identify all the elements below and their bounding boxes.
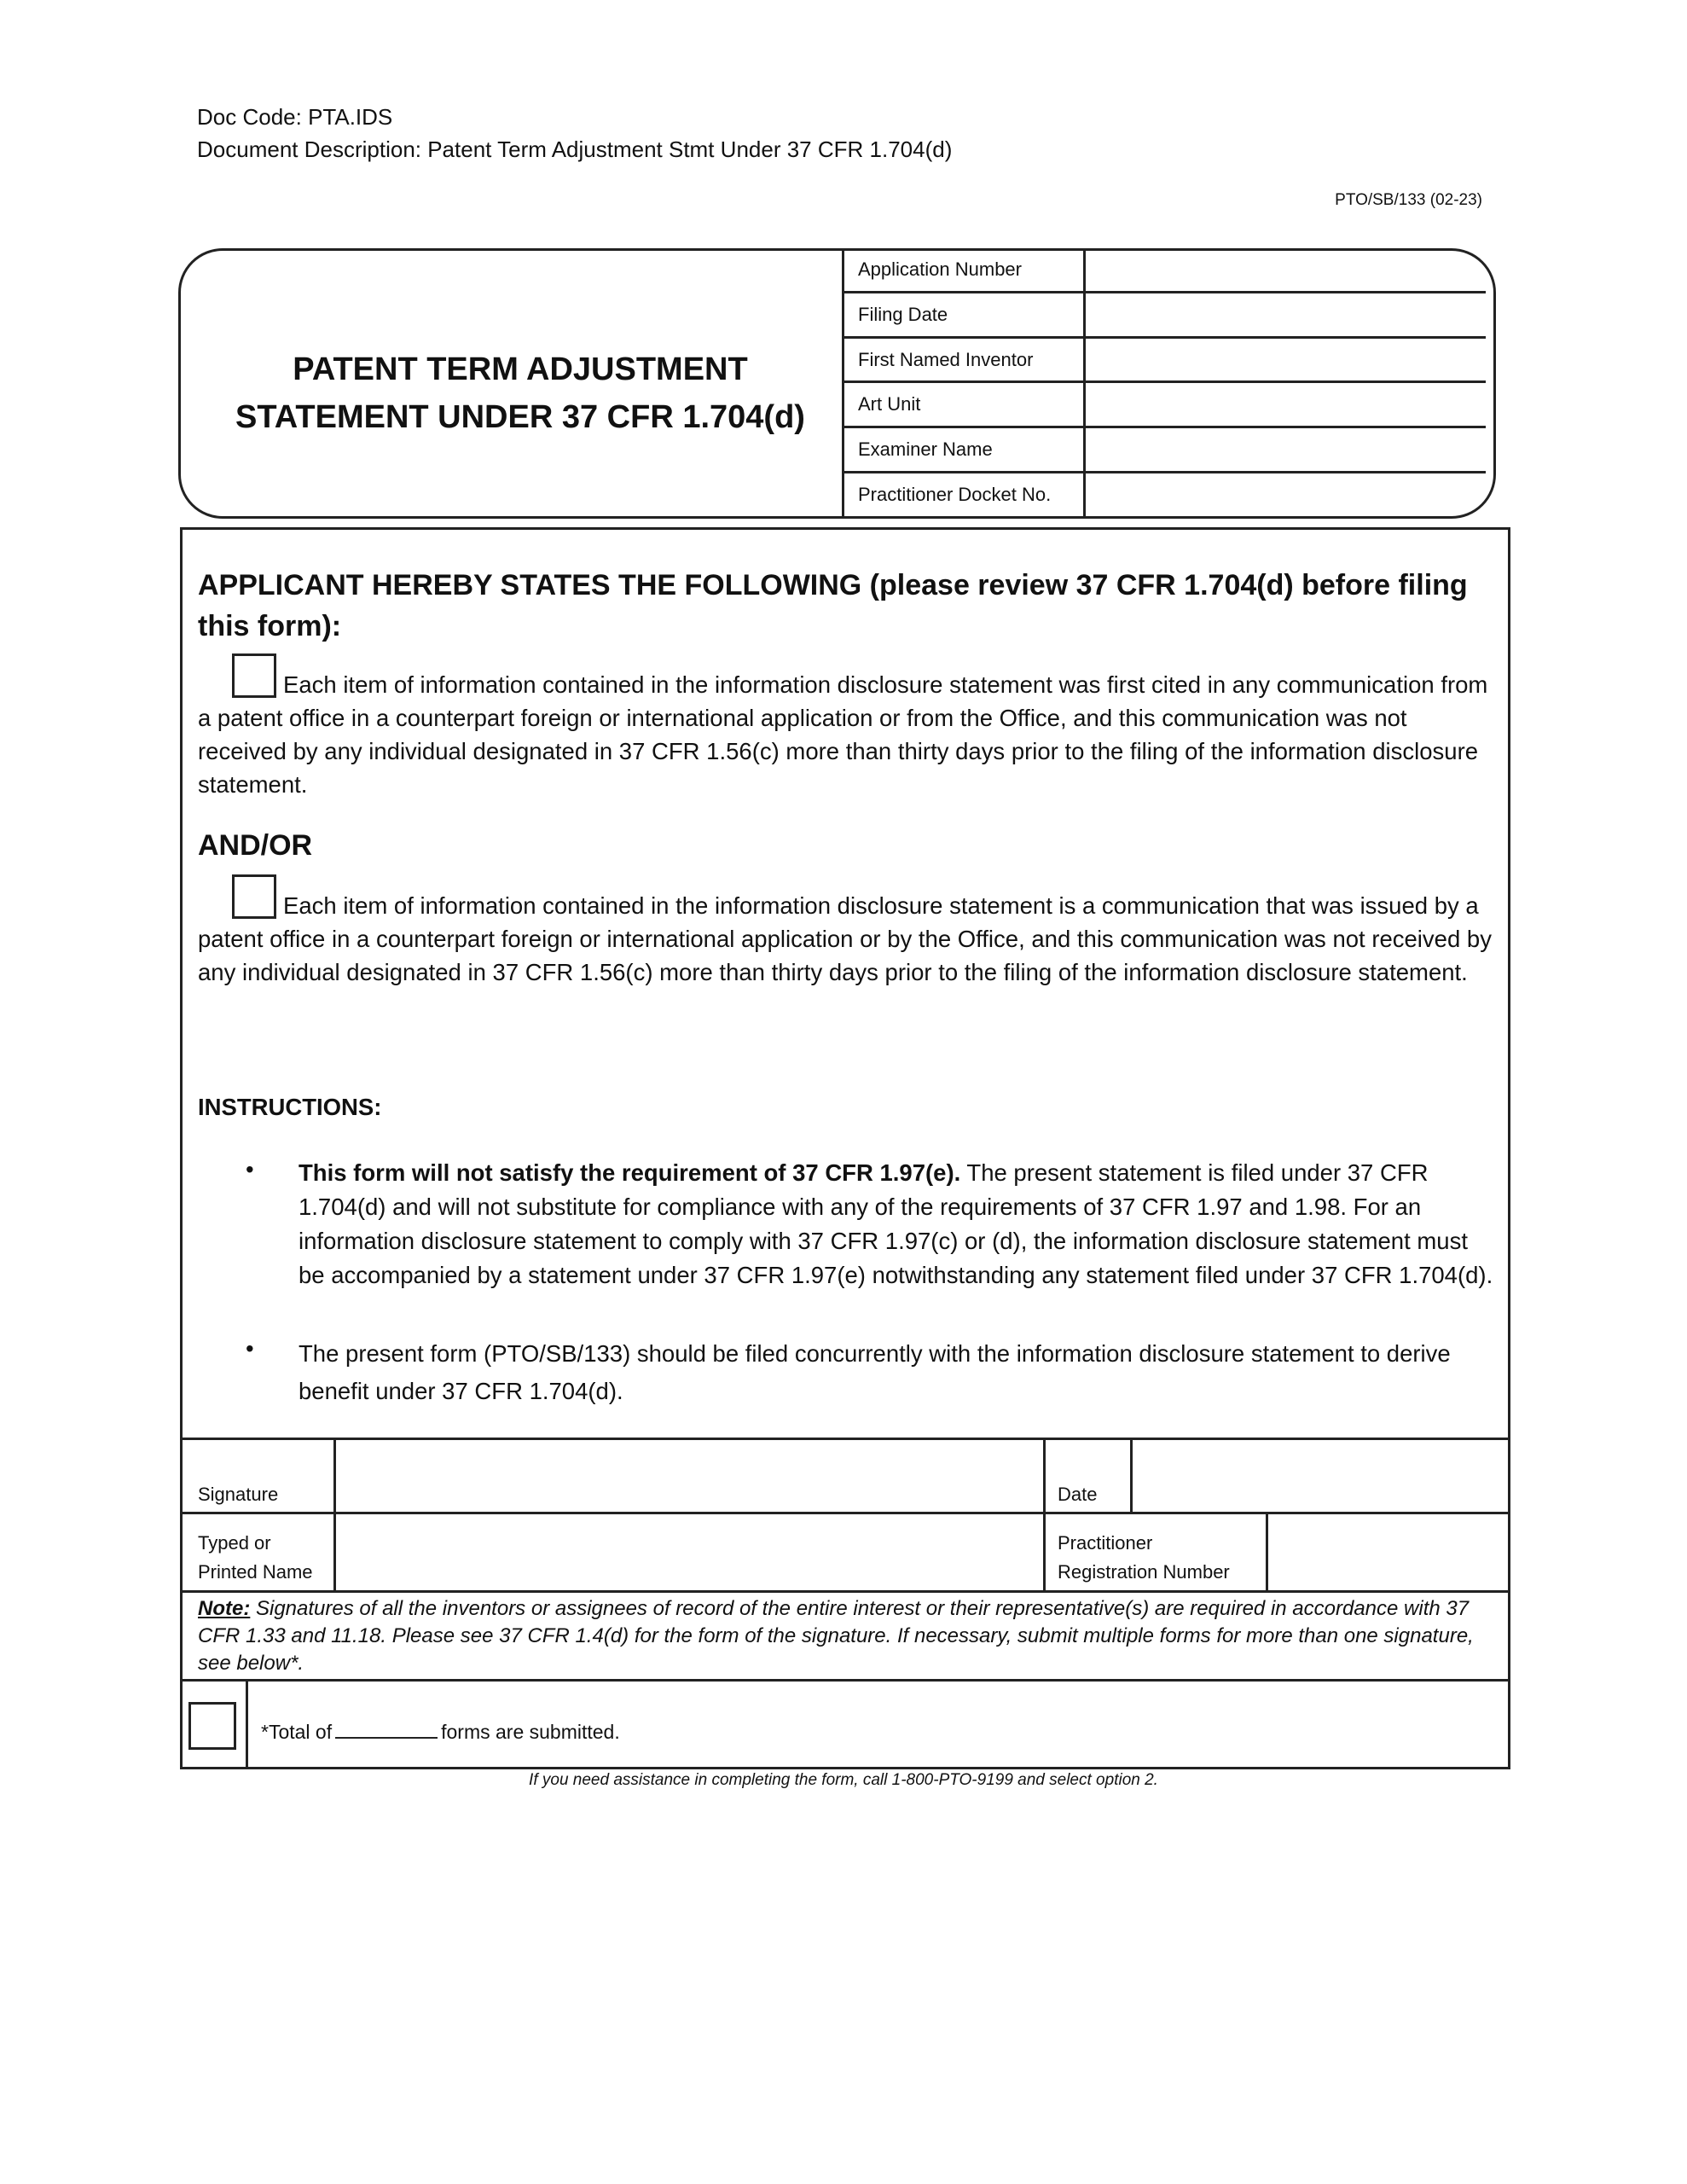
field-art-unit[interactable] bbox=[1086, 383, 1486, 426]
divider bbox=[333, 1440, 336, 1591]
total-forms-suffix: forms are submitted. bbox=[441, 1721, 620, 1743]
bullet-2: • bbox=[246, 1335, 254, 1362]
typed-name-field[interactable] bbox=[339, 1517, 1040, 1589]
signature-field[interactable] bbox=[339, 1443, 1040, 1510]
form-number: PTO/SB/133 (02-23) bbox=[1335, 191, 1482, 209]
label-first-named-inventor: First Named Inventor bbox=[842, 339, 1086, 381]
field-practitioner-docket[interactable] bbox=[1086, 473, 1486, 519]
typed-name-label bbox=[198, 1529, 313, 1587]
total-forms-prefix: *Total of bbox=[261, 1721, 333, 1743]
doc-code: Doc Code: PTA.IDS bbox=[197, 104, 393, 130]
field-first-named-inventor[interactable] bbox=[1086, 339, 1486, 381]
divider bbox=[1130, 1440, 1133, 1513]
instruction-item-1-bold: This form will not satisfy the requirement of 37 CFR 1.97(e). bbox=[299, 1159, 961, 1186]
registration-number-label bbox=[1058, 1529, 1230, 1587]
field-filing-date[interactable] bbox=[1086, 293, 1486, 336]
note-text: Signatures of all the inventors or assignees of record of the entire interest or their representative(s) are required in accordance with 37 CFR 1.33 and 11.18. Please see 37 CFR 1.4(d) for the form of the signature. If necessary, submit multiple forms for more than one signature, see below*. bbox=[198, 1597, 1474, 1675]
signature-note bbox=[198, 1595, 1499, 1677]
row-art-unit bbox=[842, 383, 1486, 428]
option1-text: Each item of information contained in the information disclosure statement was first cited in any communication from a patent office in a counterpart foreign or international application or from the Office, and this communication was not received by any individual designated in 37 CFR 1.56(c) more than thirty days prior to the filing of the information disclosure statement. bbox=[198, 671, 1488, 798]
label-application-number: Application Number bbox=[842, 248, 1086, 291]
total-forms-line bbox=[261, 1721, 620, 1744]
row-practitioner-docket bbox=[842, 473, 1486, 519]
registration-number-label-line-1: Practitioner bbox=[1058, 1532, 1153, 1554]
row-application-number bbox=[842, 248, 1486, 293]
divider bbox=[1043, 1440, 1046, 1591]
label-filing-date: Filing Date bbox=[842, 293, 1086, 336]
option2-text: Each item of information contained in the information disclosure statement is a communication that was issued by a patent office in a counterpart foreign or international application or by the Office, and this communication was not received by any individual designated in 37 CFR 1.56(c) more than thirty days prior to the filing of the information disclosure statement. bbox=[198, 892, 1492, 985]
registration-number-field[interactable] bbox=[1271, 1517, 1507, 1589]
divider bbox=[180, 1679, 1510, 1682]
note-label: Note: bbox=[198, 1597, 251, 1620]
instruction-item-1-rest: The present statement is filed under 37 CFR 1.704(d) and will not substitute for compliance with any of the requirements of 37 CFR 1.97 and 1.98. For an information disclosure statement to comply with 37 CFR 1.97(c) or (d), the information disclosure statement must be accompanied by a statement under 37 CFR 1.97(e) notwithstanding any statement filed under 37 CFR 1.704(d). bbox=[299, 1159, 1493, 1288]
form-title-line-2: STATEMENT UNDER 37 CFR 1.704(d) bbox=[235, 399, 805, 435]
field-application-number[interactable] bbox=[1086, 248, 1486, 291]
multiple-forms-checkbox[interactable] bbox=[188, 1702, 236, 1750]
typed-name-label-line-2: Printed Name bbox=[198, 1561, 313, 1583]
divider bbox=[180, 1512, 1510, 1514]
field-examiner-name[interactable] bbox=[1086, 428, 1486, 471]
label-examiner-name: Examiner Name bbox=[842, 428, 1086, 471]
row-filing-date bbox=[842, 293, 1486, 339]
and-or-label: AND/OR bbox=[198, 829, 313, 862]
date-label: Date bbox=[1058, 1484, 1098, 1505]
instruction-item-1 bbox=[299, 1156, 1497, 1292]
row-first-named-inventor bbox=[842, 339, 1486, 384]
instructions-title: INSTRUCTIONS: bbox=[198, 1094, 382, 1120]
doc-description: Document Description: Patent Term Adjustment Stmt Under 37 CFR 1.704(d) bbox=[197, 136, 953, 162]
divider bbox=[180, 1590, 1510, 1593]
date-field[interactable] bbox=[1135, 1443, 1507, 1510]
form-title bbox=[205, 346, 836, 441]
assistance-note: If you need assistance in completing the form, call 1-800-PTO-9199 and select option 2. bbox=[529, 1771, 1158, 1789]
typed-name-label-line-1: Typed or bbox=[198, 1532, 271, 1554]
instruction-item-2: The present form (PTO/SB/133) should be filed concurrently with the information disclosure statement to derive benefit under 37 CFR 1.704(d). bbox=[299, 1340, 1451, 1404]
bullet-1: • bbox=[246, 1156, 254, 1182]
label-practitioner-docket: Practitioner Docket No. bbox=[842, 473, 1086, 519]
label-art-unit: Art Unit bbox=[842, 383, 1086, 426]
form-title-line-1: PATENT TERM ADJUSTMENT bbox=[293, 351, 748, 387]
row-examiner-name bbox=[842, 428, 1486, 473]
total-forms-input[interactable] bbox=[335, 1737, 438, 1739]
registration-number-label-line-2: Registration Number bbox=[1058, 1561, 1230, 1583]
application-info-table bbox=[842, 248, 1486, 519]
signature-label: Signature bbox=[198, 1484, 279, 1505]
statement-heading: APPLICANT HEREBY STATES THE FOLLOWING (please review 37 CFR 1.704(d) before filing this form): bbox=[198, 569, 1468, 642]
divider bbox=[246, 1679, 248, 1768]
divider bbox=[1266, 1512, 1268, 1591]
document-header bbox=[197, 101, 952, 166]
